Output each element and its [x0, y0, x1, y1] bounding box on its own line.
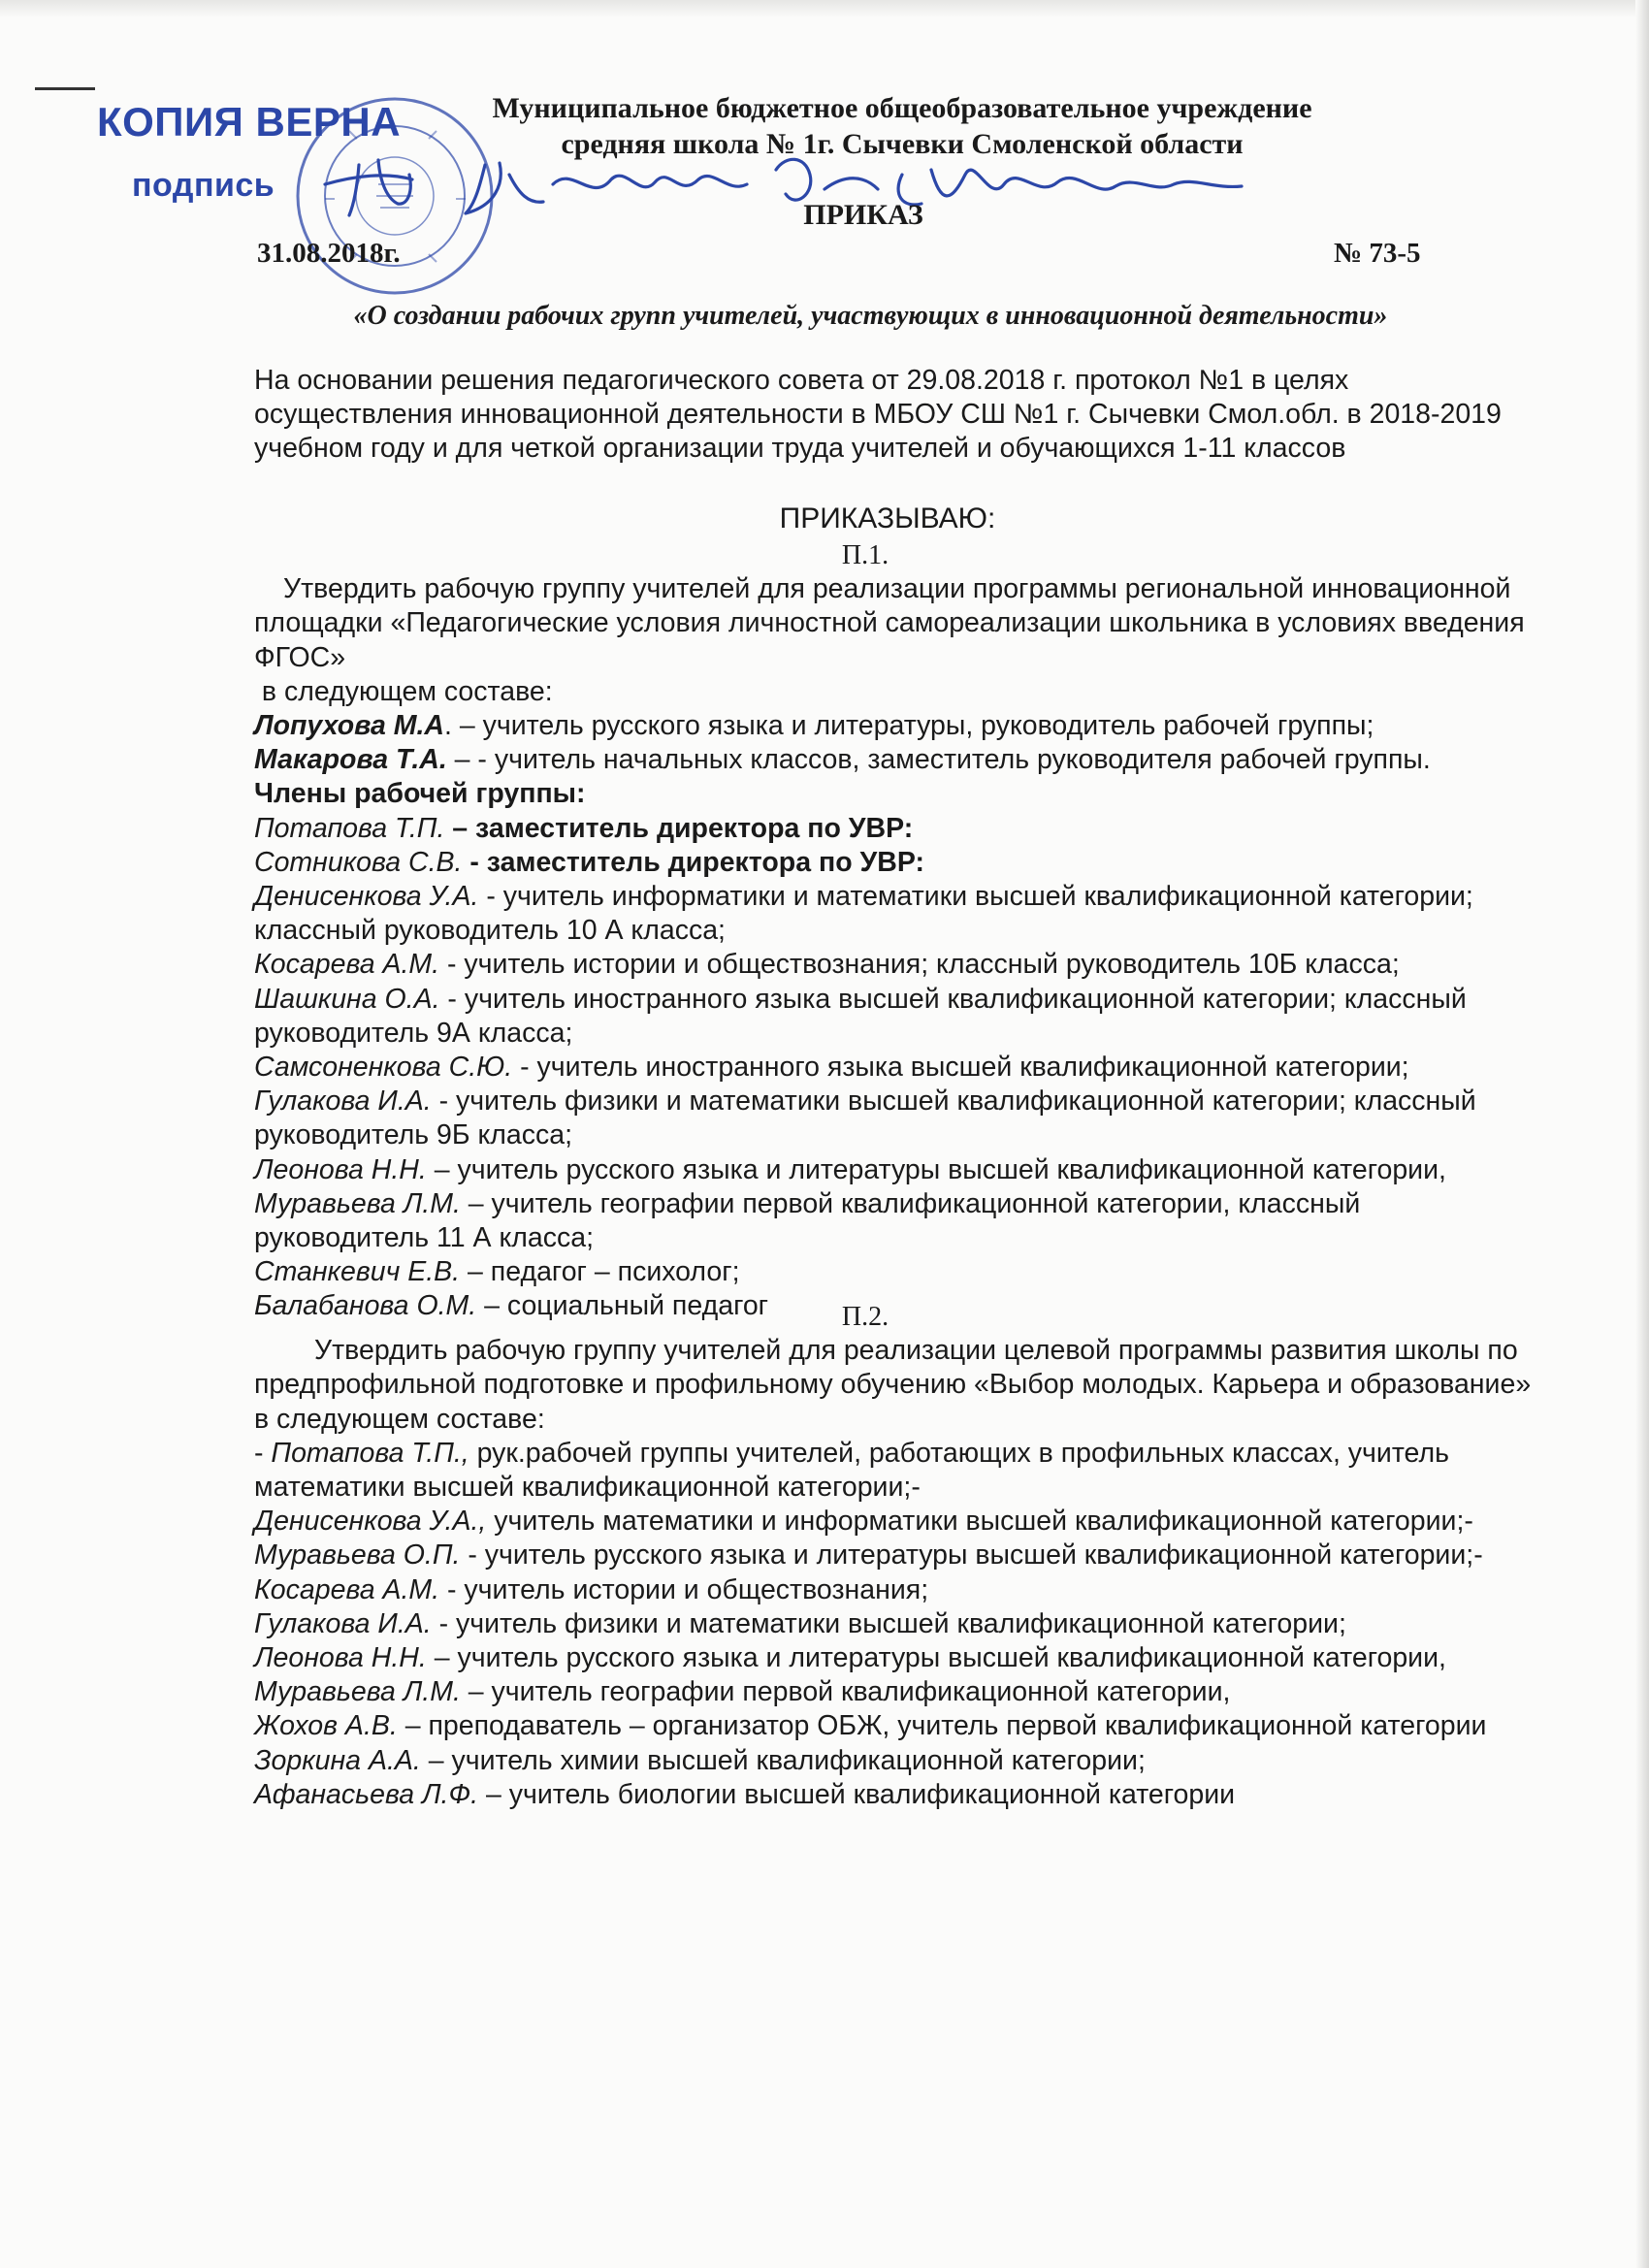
members-title: Члены рабочей группы: [254, 778, 586, 810]
member-role: рук.рабочей группы учителей, работающих в профильных классах, учитель [469, 1437, 1449, 1469]
member-name: Леонова Н.Н. [254, 1153, 427, 1185]
section-1 [254, 538, 1525, 1324]
member-name: Косарева А.М. [254, 1573, 440, 1605]
scan-edge-shadow [1635, 0, 1649, 2268]
member-name: Денисенкова У.А. [254, 881, 479, 913]
member-row [254, 1118, 1476, 1152]
member-row [254, 948, 1476, 982]
corner-mark [35, 87, 95, 90]
section-2-title: П.2. [841, 1302, 889, 1332]
member-row [254, 1221, 1476, 1255]
member-name: Станкевич Е.В. [254, 1256, 461, 1288]
org-name-line2: средняя школа № 1г. Сычевки Смоленской области [561, 128, 1244, 160]
section-1-members [254, 812, 1476, 1324]
section-1-intro: ФГОС» [254, 641, 346, 673]
member-row [254, 1607, 1476, 1641]
member-role: – учитель русского языка и литературы высшей квалификационной категории, [426, 1642, 1446, 1674]
member-row [254, 1539, 1483, 1572]
member-name: Потапова Т.П., [271, 1437, 469, 1469]
member-row [254, 1017, 1476, 1051]
member-name: Муравьева Л.М. [254, 1187, 461, 1219]
leader-row [254, 743, 1476, 777]
member-role: руководитель 11 А класса; [254, 1222, 595, 1254]
order-keyword: ПРИКАЗЫВАЮ: [779, 502, 996, 535]
member-name: Потапова Т.П. [254, 812, 445, 844]
member-role: - заместитель директора по УВР: [462, 846, 924, 878]
member-prefix: - [254, 1437, 272, 1469]
document-title: ПРИКАЗ [803, 199, 923, 231]
org-name-line1: Муниципальное бюджетное общеобразовательное учреждение [492, 92, 1312, 124]
member-role: – учитель географии первой квалификационной категории, классный [460, 1187, 1361, 1219]
scan-edge [0, 0, 1649, 17]
member-role: - учитель истории и обществознания; [439, 1573, 929, 1605]
member-role: – учитель русского языка и литературы высшей квалификационной категории, [426, 1153, 1446, 1185]
member-row [254, 1471, 1476, 1505]
member-name: Муравьева Л.М. [254, 1676, 461, 1708]
member-role: – социальный педагог [476, 1290, 769, 1322]
member-name: Гулакова И.А. [254, 1085, 432, 1118]
leader-name: Макарова Т.А. [254, 744, 447, 776]
member-row [254, 1778, 1476, 1812]
order-number: № 73-5 [1334, 238, 1421, 269]
member-row [254, 1255, 1476, 1289]
member-name: Афанасьева Л.Ф. [254, 1778, 479, 1810]
member-role: - учитель информатики и математики высшей квалификационной категории; [478, 881, 1473, 913]
member-row [254, 1641, 1476, 1675]
section-2-intro: предпрофильной подготовке и профильному обучению «Выбор молодых. Карьера и образование» [254, 1369, 1532, 1401]
member-row [254, 914, 1476, 948]
section-2-intro: Утвердить рабочую группу учителей для реализации целевой программы развития школы по [314, 1335, 1518, 1367]
member-role: учитель математики и информатики высшей квалификационной категории;- [486, 1506, 1473, 1538]
member-role: – учитель географии первой квалификационной категории, [460, 1676, 1231, 1708]
member-role: – заместитель директора по УВР: [444, 812, 914, 844]
member-row [254, 812, 1476, 846]
section-2-intro: в следующем составе: [254, 1403, 545, 1435]
member-role: математики высшей квалификационной категории;- [254, 1472, 921, 1504]
member-role: – преподаватель – организатор ОБЖ, учитель первой квалификационной категории [397, 1710, 1487, 1742]
member-name: Косарева А.М. [254, 949, 440, 981]
member-role: – учитель биологии высшей квалификационной категории [478, 1778, 1236, 1810]
section-1-intro: Утвердить рабочую группу учителей для реализации программы региональной инновационной [283, 573, 1511, 605]
member-name: Леонова Н.Н. [254, 1642, 427, 1674]
member-name: Денисенкова У.А., [254, 1506, 487, 1538]
member-role: - учитель истории и обществознания; классный руководитель 10Б класса; [439, 949, 1400, 981]
member-row [254, 1505, 1476, 1539]
leader-role: – учитель русского языка и литературы, руководитель рабочей группы; [451, 710, 1374, 742]
section-1-intro: в следующем составе: [254, 675, 553, 707]
member-role: - учитель русского языка и литературы высшей квалификационной категории;- [460, 1539, 1483, 1571]
member-row [254, 1153, 1476, 1187]
member-role: - учитель физики и математики высшей квалификационной категории; классный [431, 1085, 1476, 1118]
member-row [254, 1675, 1476, 1709]
leader-role: – - учитель начальных классов, заместитель руководителя рабочей группы. [446, 744, 1431, 776]
section-1-intro: площадки «Педагогические условия личностной самореализации школьника в условиях введения [254, 607, 1525, 639]
member-row [254, 1709, 1487, 1743]
member-row [254, 846, 1476, 880]
member-row [254, 1051, 1476, 1085]
preamble [254, 364, 1502, 467]
order-subject: «О создании рабочих групп учителей, участвующих в инновационной деятельности» [353, 301, 1388, 331]
preamble-line: осуществления инновационной деятельности в МБОУ СШ №1 г. Сычевки Смол.обл. в 2018-2019 [254, 399, 1502, 431]
member-name: Шашкина О.А. [254, 983, 440, 1015]
member-row [254, 1187, 1476, 1221]
member-row [254, 1744, 1476, 1778]
section-1-title: П.1. [841, 540, 889, 570]
member-name: Самсоненкова С.Ю. [254, 1052, 513, 1084]
member-role: классный руководитель 10 А класса; [254, 915, 726, 947]
leader-name: Лопухова М.А [254, 710, 444, 742]
member-row [254, 983, 1476, 1017]
member-name: Жохов А.В. [254, 1710, 398, 1742]
member-name: Балабанова О.М. [254, 1290, 477, 1322]
member-name: Муравьева О.П. [254, 1539, 461, 1571]
member-name: Сотникова С.В. [254, 846, 463, 878]
member-role: – педагог – психолог; [460, 1256, 740, 1288]
member-role: - учитель иностранного языка высшей квалификационной категории; [512, 1052, 1409, 1084]
member-role: руководитель 9А класса; [254, 1017, 573, 1049]
signature-label-stamp: подпись [132, 167, 275, 204]
member-row [254, 1085, 1476, 1118]
preamble-line: На основании решения педагогического совета от 29.08.2018 г. протокол №1 в целях [254, 365, 1349, 396]
member-row [254, 1437, 1476, 1471]
member-name: Зоркина А.А. [254, 1744, 421, 1776]
member-row [254, 880, 1476, 914]
member-role: руководитель 9Б класса; [254, 1119, 573, 1151]
member-role: – учитель химии высшей квалификационной категории; [420, 1744, 1146, 1776]
copy-certified-stamp: КОПИЯ ВЕРНА [97, 99, 402, 145]
member-role: - учитель иностранного языка высшей квалификационной категории; классный [439, 983, 1467, 1015]
order-date: 31.08.2018г. [257, 238, 401, 269]
section-2 [254, 1300, 1532, 1812]
section-2-members [254, 1437, 1487, 1812]
member-role: - учитель физики и математики высшей квалификационной категории; [431, 1607, 1346, 1639]
leader-name-dot: . [444, 710, 452, 742]
leader-row [254, 709, 1476, 743]
preamble-line: учебном году и для четкой организации труда учителей и обучающихся 1-11 классов [254, 433, 1346, 465]
member-name: Гулакова И.А. [254, 1607, 432, 1639]
member-row [254, 1573, 1476, 1607]
